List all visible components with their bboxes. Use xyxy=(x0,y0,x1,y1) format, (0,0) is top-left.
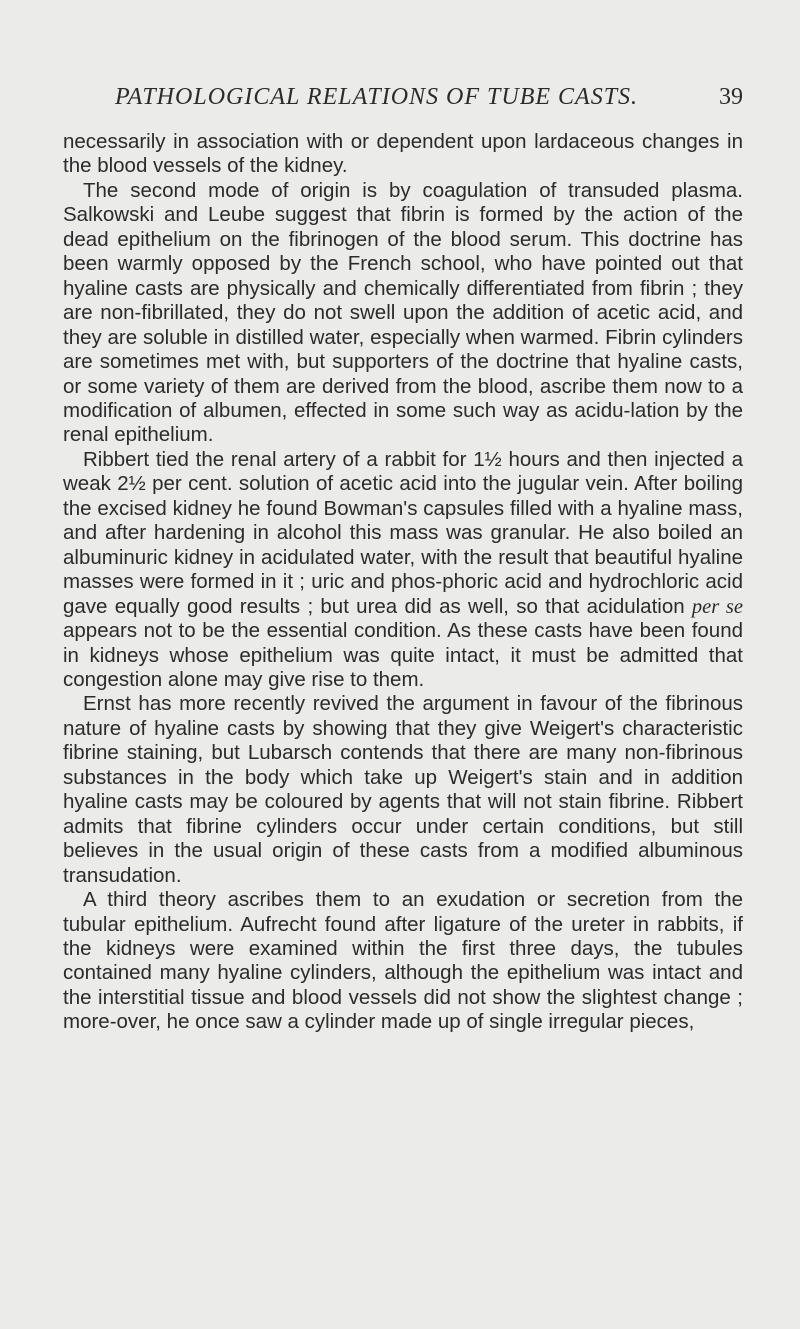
paragraph-ribbert-text-after: appears not to be the essential condition. As these casts have been found in kidneys whose epithelium was quite intact, it must be admitted that congestion alone may give rise to them. xyxy=(63,619,743,691)
paragraph-continuation: necessarily in association with or dependent upon lardaceous changes in the blood vessels of the kidney. xyxy=(63,130,743,178)
running-head: PATHOLOGICAL RELATIONS OF TUBE CASTS. xyxy=(115,84,639,110)
page-number: 39 xyxy=(719,84,743,110)
body-text xyxy=(63,130,743,1035)
page-header xyxy=(63,84,743,124)
paragraph-coagulation: The second mode of origin is by coagulation of transuded plasma. Salkowski and Leube suggest that fibrin is formed by the action of the dead epithelium on the fibrinogen of the blood serum. This doctrine has been warmly opposed by the French school, who have pointed out that hyaline casts are physically and chemically differentiated from fibrin ; they are non-fibrillated, they do not swell upon the addition of acetic acid, and they are soluble in distilled water, especially when warmed. Fibrin cylinders are sometimes met with, but supporters of the doctrine that hyaline casts, or some variety of them are derived from the blood, ascribe them now to a modification of albumen, effected in some such way as acidu-lation by the renal epithelium. xyxy=(63,178,743,447)
paragraph-ernst: Ernst has more recently revived the argument in favour of the fibrinous nature of hyaline casts by showing that they give Weigert's characteristic fibrine staining, but Lubarsch contends that there are many non-fibrinous substances in the body which take up Weigert's stain and in addition hyaline casts may be coloured by agents that will not stain fibrine. Ribbert admits that fibrine cylinders occur under certain conditions, but still believes in the usual origin of these casts from a modified albuminous transudation. xyxy=(63,692,743,887)
paragraph-third-theory: A third theory ascribes them to an exudation or secretion from the tubular epithelium. Aufrecht found after ligature of the ureter in rabbits, if the kidneys were examined within the first three days, the tubules contained many hyaline cylinders, although the epithelium was intact and the interstitial tissue and blood vessels did not show the slightest change ; more-over, he once saw a cylinder made up of single irregular pieces, xyxy=(63,888,743,1034)
paragraph-ribbert-text-before: Ribbert tied the renal artery of a rabbit for 1½ hours and then injected a weak 2½ per cent. solution of acetic acid into the jugular vein. After boiling the excised kidney he found Bowman's capsules filled with a hyaline mass, and after hardening in alcohol this mass was granular. He also boiled an albuminuric kidney in acidulated water, with the result that beautiful hyaline masses were formed in it ; uric and phos-phoric acid and hydrochloric acid gave equally good results ; but urea did as well, so that acidulation xyxy=(63,447,743,618)
italic-per-se: per se xyxy=(691,595,744,618)
paragraph-ribbert xyxy=(63,448,743,693)
